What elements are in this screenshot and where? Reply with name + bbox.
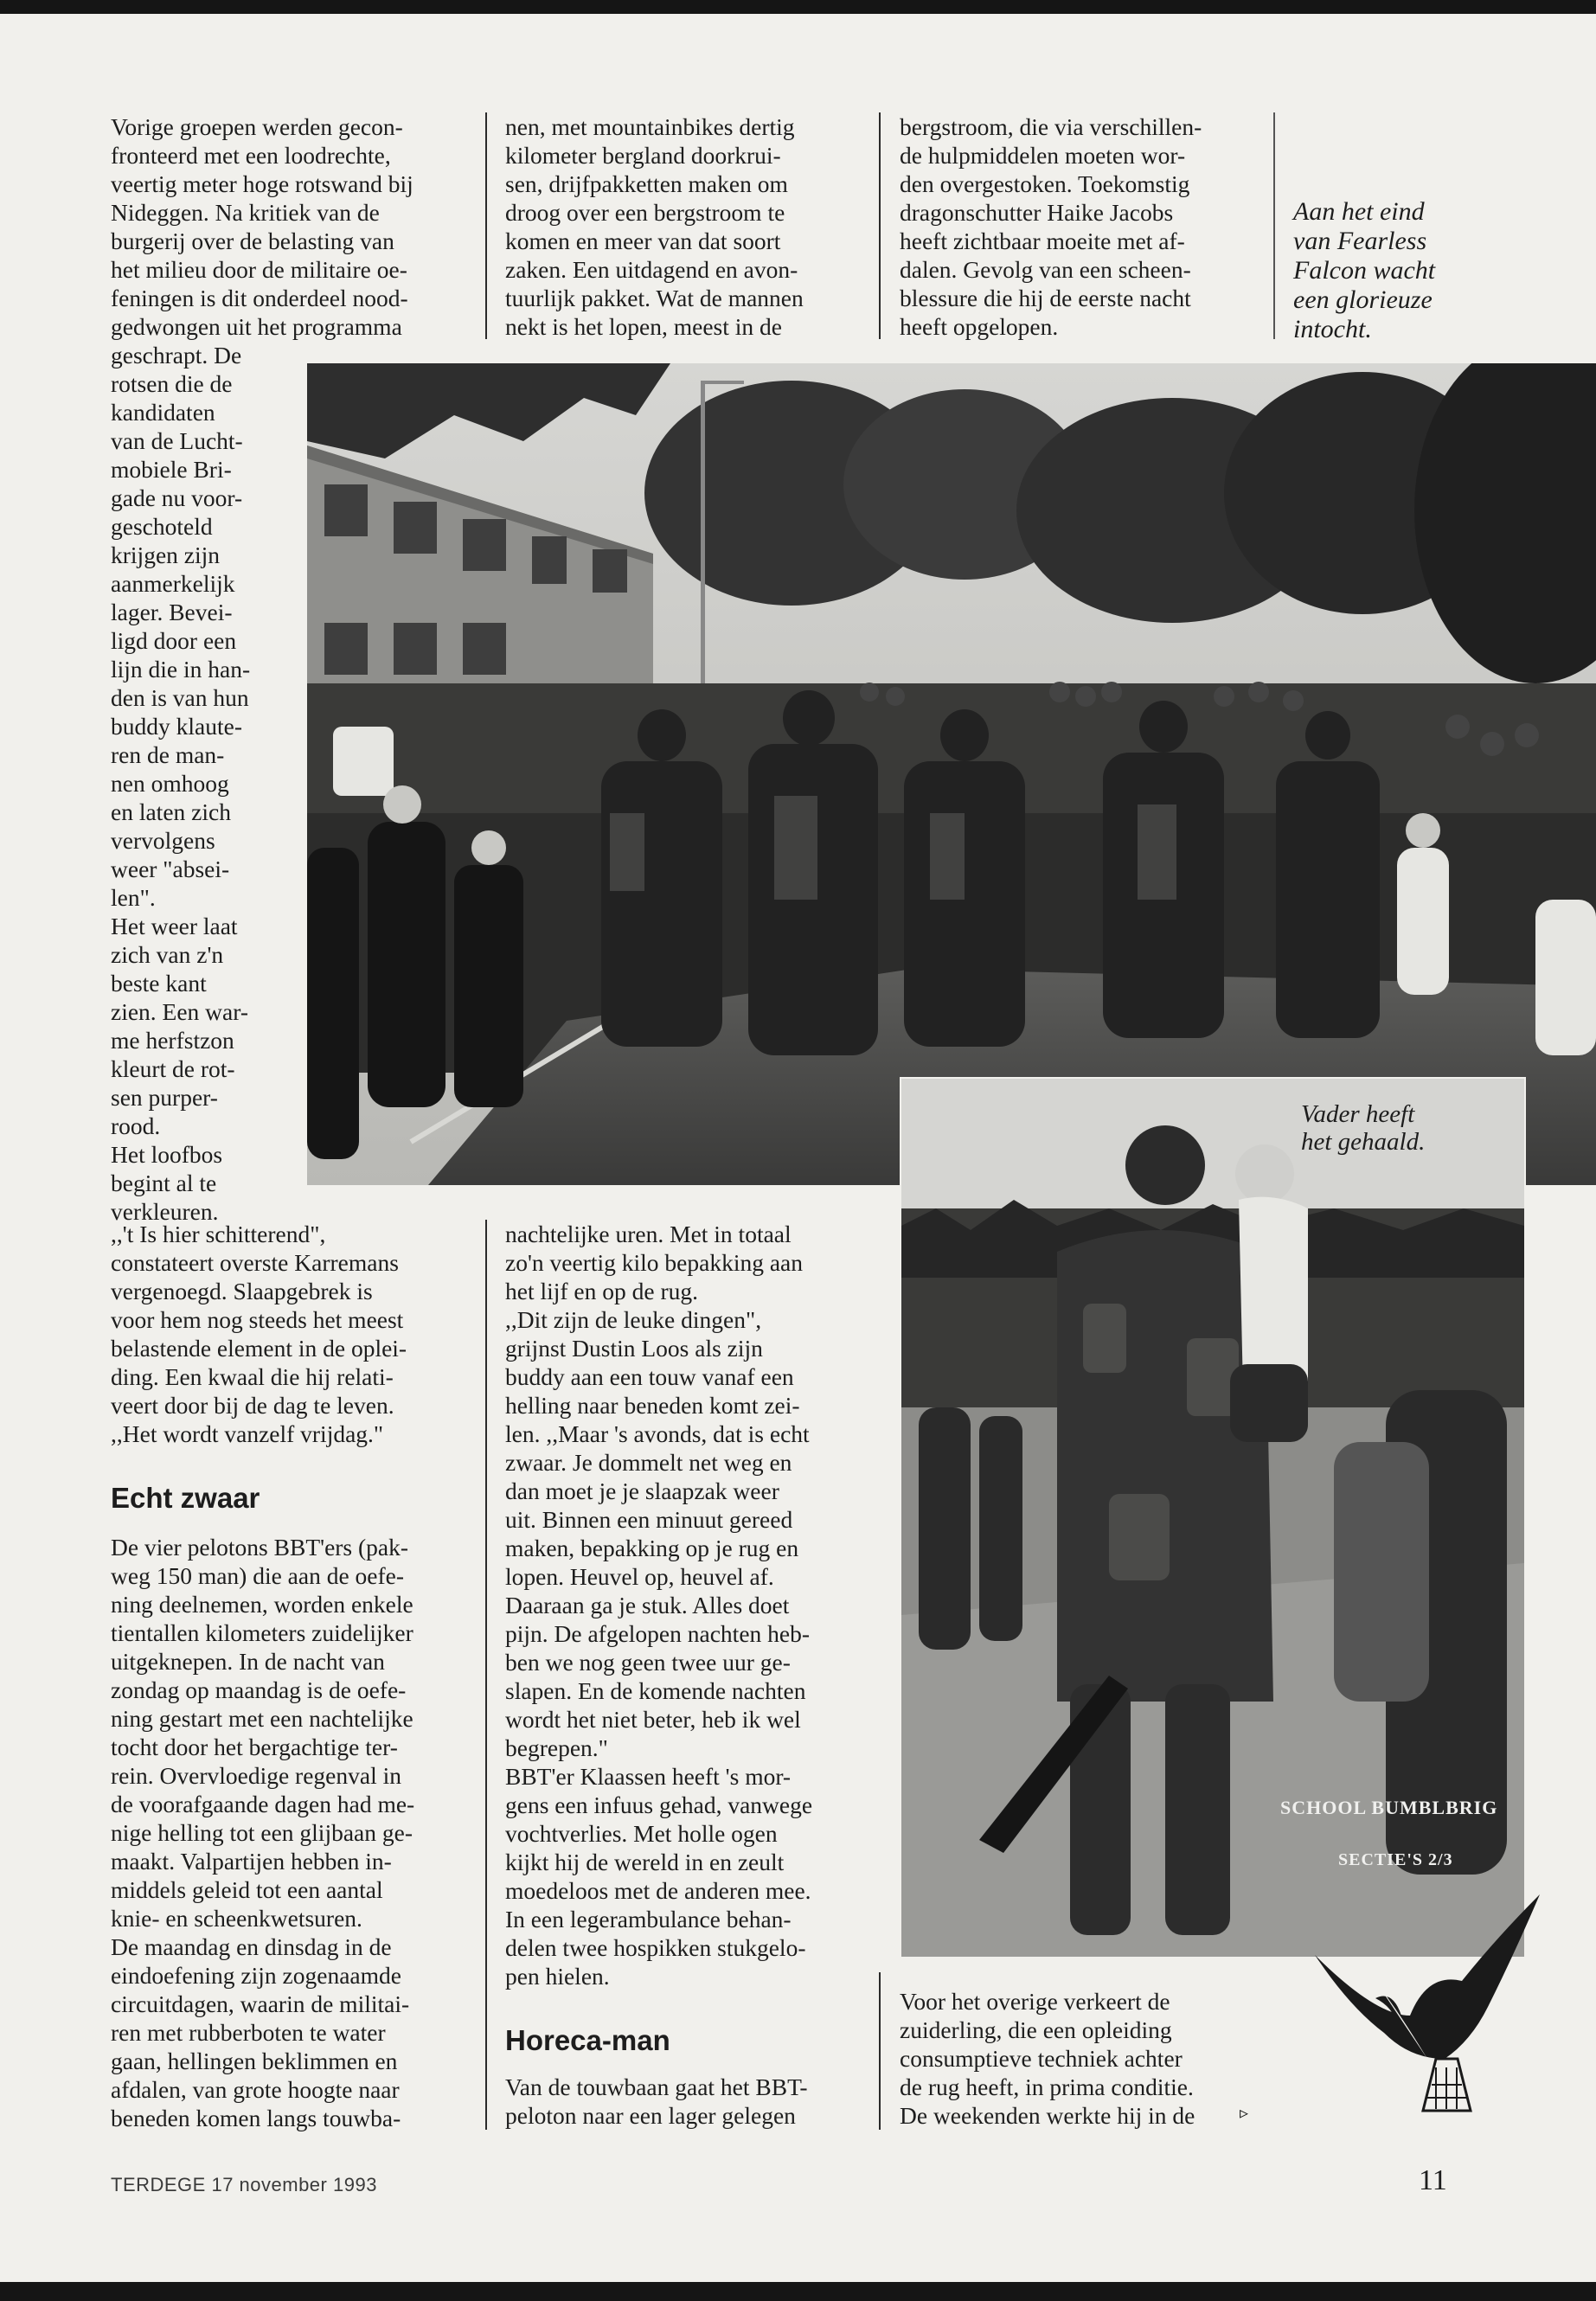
publication-footer: TERDEGE 17 november 1993 — [111, 2174, 377, 2195]
article-col1-bottom: De vier pelotons BBT'ers (pak- weg 150 man) die aan de oefe- ning deelnemen, worden enkele tientallen kilometers zuidelijker uitgeknepen. In de nacht van zondag op maandag is de oefe- ning gestart met een nachtelijke tocht door het bergachtige ter- rein. Overvloedige regenval in de voorafgaande dagen had me- nige helling tot een glijbaan ge- maakt. Valpartijen hebben in- middels geleid tot een aantal knie- en scheenkwetsuren. De maandag en dinsdag in de eindoefening zijn zogenaamde circuitdagen, waarin de militai- ren met rubberboten te water gaan, hellingen beklimmen en afdalen, van grote hoogte naar beneden komen langs touwba- — [111, 1534, 415, 2131]
pullquote: Aan het eind van Fearless Falcon wacht een glorieuze intocht. — [1293, 197, 1436, 343]
subheading-echt-zwaar: Echt zwaar — [111, 1482, 260, 1514]
pullquote-rule — [1273, 112, 1275, 339]
unit-logo-line1: SCHOOL BUMBLBRIG — [1280, 1797, 1498, 1818]
article-col1-top: Vorige groepen werden gecon- fronteerd met een loodrechte, veertig meter hoge rotswand bij Nideggen. Na kritiek van de burgerij over de belasting van het milieu door de militaire oe- feningen is dit onderdeel nood- gedwongen uit het programma — [111, 113, 413, 340]
bottom-edge-bar — [0, 2282, 1596, 2301]
page-number: 11 — [1419, 2164, 1447, 2196]
article-col1-narrow: geschrapt. De rotsen die de kandidaten van de Lucht- mobiele Bri- gade nu voor- geschoteld krijgen zijn aanmerkelijk lager. Bevei- ligd door een lijn die in han- den is van hun buddy klaute- ren de man- nen omhoog en laten zich vervolgens weer "absei- len". Het weer laat zich van z'n beste kant zien. Een war- me herfstzon kleurt de rot- sen purper- rood. Het loofbos begint al te verkleuren. — [111, 342, 251, 1225]
article-col2-end: Van de touwbaan gaat het BBT- peloton naar een lager gelegen — [505, 2073, 808, 2129]
column-rule — [485, 1220, 487, 2130]
crowd-march-photo — [307, 363, 1596, 1185]
article-col2-bottom: nachtelijke uren. Met in totaal zo'n veertig kilo bepakking aan het lijf en op de rug. ,,Dit zijn de leuke dingen", grijnst Dustin Loos als zijn buddy aan een touw vanaf een helling naar beneden komt zei- len. ,,Maar 's avonds, dat is echt zwaar. Je dommelt net weg en dan moet je je slaapzak weer uit. Binnen een minuut gereed maken, bepakking op je rug en lopen. Heuvel op, heuvel af. Daaraan ga je stuk. Alles doet pijn. De afgelopen nachten heb- ben we nog geen twee uur ge- slapen. En de komende nachten wordt het niet beter, heb ik wel begrepen." BBT'er Klaassen heeft 's mor- gens een infuus gehad, vanwege vochtverlies. Met holle ogen kijkt hij de wereld in en zeult moedeloos met de anderen mee. In een legerambulance behan- delen twee hospikken stukgelo- pen hielen. — [505, 1221, 813, 1990]
subheading-horeca-man: Horeca-man — [505, 2024, 670, 2056]
eagle-logo-icon — [1306, 1886, 1548, 2128]
column-rule — [879, 1972, 881, 2130]
column-rule — [879, 112, 881, 339]
article-col3-bottom: Voor het overige verkeert de zuiderling, die een opleiding consumptieve techniek achter de rug heeft, in prima conditie. De weekenden werkte hij in de — [900, 1988, 1195, 2129]
article-col2-top: nen, met mountainbikes dertig kilometer bergland doorkrui- sen, drijfpakketten maken om droog over een bergstroom te komen en meer van dat soort zaken. Een uitdagend en avon- tuurlijk pakket. Wat de mannen nekt is het lopen, meest in de — [505, 113, 804, 340]
father-child-photo — [900, 1077, 1526, 1958]
unit-logo-line2: SECTIE'S 2/3 — [1338, 1850, 1453, 1869]
article-col3-top: bergstroom, die via verschillen- de hulpmiddelen moeten wor- den overgestoken. Toekomstig dragonschutter Haike Jacobs heeft zichtbaar moeite met af- dalen. Gevolg van een scheen- blessure die hij de eerste nacht heeft opgelopen. — [900, 113, 1202, 340]
column-rule — [485, 112, 487, 339]
article-col1-mid: ,,'t Is hier schitterend", constateert overste Karremans vergenoegd. Slaapgebrek is voor hem nog steeds het meest belastende element in de oplei- ding. Een kwaal die hij relati- veert door bij de dag te leven. ,,Het wordt vanzelf vrijdag." — [111, 1221, 407, 1447]
top-edge-bar — [0, 0, 1596, 14]
photo-caption: Vader heeft het gehaald. — [1301, 1100, 1426, 1156]
continue-marker-icon: ▹ — [1240, 2104, 1249, 2123]
